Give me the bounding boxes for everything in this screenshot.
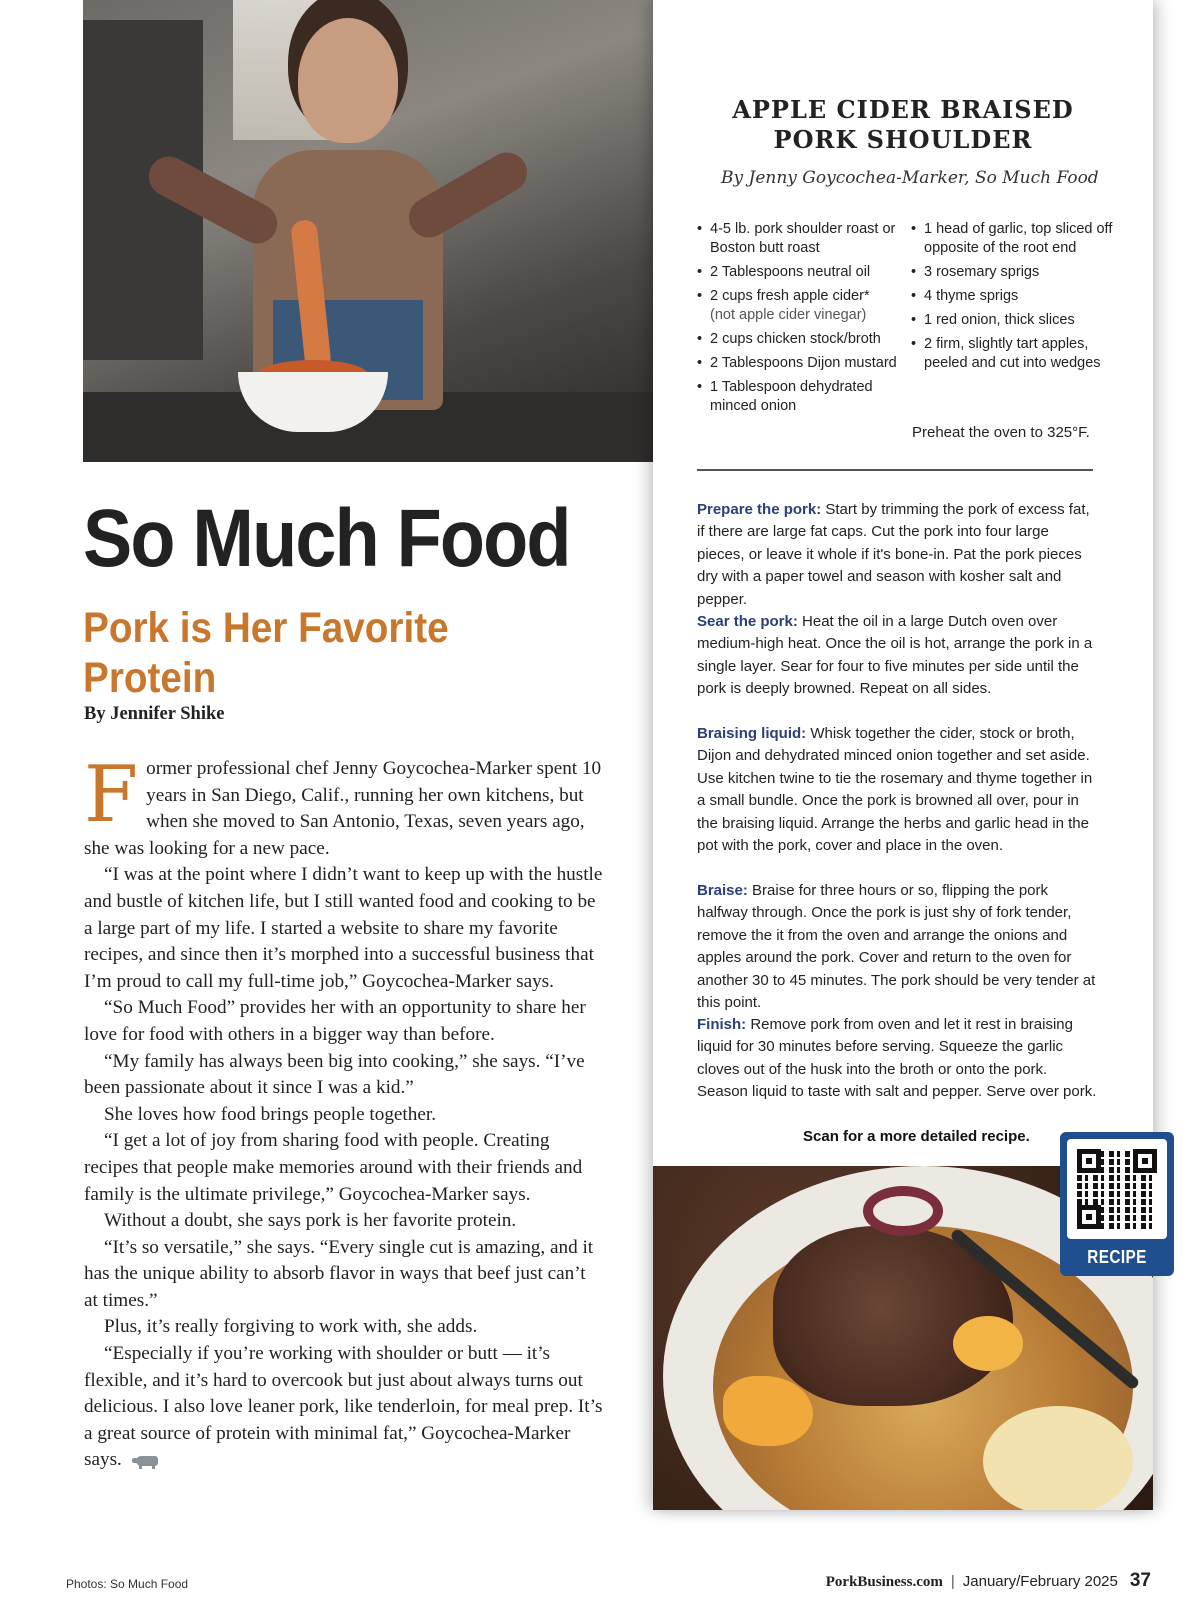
qr-finder-pattern: [1077, 1205, 1101, 1229]
recipe-title-line2: PORK SHOULDER: [773, 125, 1033, 154]
step-label: Prepare the pork:: [697, 501, 822, 518]
recipe-title: [653, 95, 1153, 155]
article-paragraph: [84, 862, 604, 995]
article-paragraph-text: “Especially if you’re working with shoulder or butt — it’s flexible, and it’s hard to overcook but just about always turns out delicious. I also love leaner pork, like tenderloin, for meal prep. It’s a great source of protein with minimal fat,” Goycochea-Marker says.: [84, 1343, 603, 1471]
step-braise: [697, 880, 1099, 1014]
step-braising-liquid: [697, 723, 1099, 857]
step-label: Finish:: [697, 1016, 747, 1033]
qr-finder-pattern: [1077, 1149, 1101, 1173]
footer-separator: |: [950, 1573, 955, 1590]
article-paragraph: [84, 1049, 604, 1102]
photo-apple: [953, 1316, 1023, 1371]
pig-icon: [132, 1454, 160, 1468]
hero-photo-chef: [83, 0, 653, 462]
article-paragraph-text: ormer professional chef Jenny Goycochea-Marker spent 10 years in San Diego, Calif., running her own kitchens, but when she moved to San Antonio, Texas, seven years ago, she was looking for a new pace.: [84, 758, 602, 859]
photo-onion: [863, 1186, 943, 1236]
step-label: Braise:: [697, 882, 748, 899]
scan-caption: Scan for a more detailed recipe.: [803, 1128, 1030, 1145]
step-text: Start by trimming the pork of excess fat, if there are large fat caps. Cut the pork into four large pieces, or leave it whole if it's bone-in. Pat the pork pieces dry with a paper towel and season with kosher salt and pepper.: [697, 501, 1090, 608]
article-paragraph-text: “It’s so versatile,” she says. “Every single cut is amazing, and it has the unique ability to absorb flavor in ways that beef just can’t at times.”: [84, 1236, 594, 1311]
ingredient-text: 4 thyme sprigs: [924, 288, 1019, 304]
ingredient-text: 1 Tablespoon dehydrated minced onion: [710, 379, 873, 414]
qr-code-badge[interactable]: [1060, 1132, 1174, 1276]
ingredient-item: [911, 335, 1116, 373]
recipe-title-line1: APPLE CIDER BRAISED: [732, 95, 1074, 124]
article-paragraph: [84, 1235, 604, 1315]
article-paragraph-text: “So Much Food” provides her with an opportunity to share her love for food with others in a bigger way than before.: [84, 997, 586, 1045]
ingredient-text: 2 cups fresh apple cider*: [710, 288, 870, 304]
article-paragraph: [84, 1341, 604, 1474]
ingredient-text: 2 firm, slightly tart apples, peeled and cut into wedges: [924, 336, 1101, 371]
ingredient-item: [697, 378, 909, 416]
photo-potato: [983, 1406, 1133, 1510]
qr-code-pattern: [1077, 1149, 1157, 1229]
ingredient-text: 2 cups chicken stock/broth: [710, 331, 881, 347]
ingredients-list-right: [911, 220, 1116, 378]
ingredient-text: 1 head of garlic, top sliced off opposite of the root end: [924, 221, 1113, 256]
ingredient-item: [911, 287, 1116, 306]
step-prepare-pork: [697, 499, 1099, 611]
ingredient-text: 4-5 lb. pork shoulder roast or Boston butt roast: [710, 221, 896, 256]
article-headline: So Much Food: [83, 493, 570, 584]
photo-person-head: [298, 18, 398, 143]
step-sear-pork: [697, 611, 1099, 701]
ingredient-text: 3 rosemary sprigs: [924, 264, 1040, 280]
step-finish: [697, 1014, 1099, 1104]
article-paragraph: [84, 1314, 604, 1341]
ingredient-item: [697, 287, 909, 325]
ingredient-item: [697, 354, 909, 373]
preheat-instruction: Preheat the oven to 325°F.: [912, 424, 1090, 441]
qr-finder-pattern: [1133, 1149, 1157, 1173]
ingredient-item: [911, 263, 1116, 282]
ingredient-text: 2 Tablespoons neutral oil: [710, 264, 871, 280]
recipe-panel: [653, 0, 1153, 1510]
article-paragraph-text: “I get a lot of joy from sharing food with people. Creating recipes that people make memories around with their friends and family is the ultimate privilege,” Goycochea-Marker says.: [84, 1130, 583, 1205]
article-paragraph: [84, 1102, 604, 1129]
ingredient-item: [911, 311, 1116, 330]
page-footer: [826, 1570, 1151, 1592]
footer-issue-date: January/February 2025: [962, 1573, 1118, 1590]
step-text: Heat the oil in a large Dutch oven over medium-high heat. Once the oil is hot, arrange the pork in a single layer. Sear for four to five minutes per side until the pork is deeply browned. Repeat on all sides.: [697, 613, 1093, 698]
step-text: Remove pork from oven and let it rest in braising liquid for 30 minutes before serving. Squeeze the garlic cloves out of the husk into the broth or onto the pork. Season liquid to taste with salt and pepper. Serve over pork.: [697, 1016, 1097, 1101]
ingredient-text: 1 red onion, thick slices: [924, 312, 1075, 328]
footer-site-link[interactable]: PorkBusiness.com: [825, 1574, 943, 1590]
step-label: Sear the pork:: [697, 613, 798, 630]
article-paragraph-text: “I was at the point where I didn’t want to keep up with the hustle and bustle of kitchen life, but I still wanted food and cooking to be a large part of my life. I started a website to share my favorite recipes, and since then it’s morphed into a successful business that I’m proud to call my full-time job,” Goycochea-Marker says.: [84, 864, 603, 992]
article-body: [84, 750, 604, 1474]
article-paragraph-text: Plus, it’s really forgiving to work with, she adds.: [104, 1316, 478, 1338]
article-byline: By Jennifer Shike: [84, 704, 225, 724]
ingredient-text: 2 Tablespoons Dijon mustard: [710, 355, 897, 371]
article-paragraphs: [84, 862, 604, 1474]
step-text: Braise for three hours or so, flipping the pork halfway through. Once the pork is just shy of fork tender, remove the it from the oven and arrange the onions and apples around the pork. Cover and return to the oven for another 30 to 45 minutes. The pork should be very tender at this point.: [697, 882, 1096, 1012]
qr-code-icon[interactable]: [1067, 1139, 1167, 1239]
drop-cap: F: [84, 750, 139, 840]
article-paragraph-text: “My family has always been big into cooking,” she says. “I’ve been passionate about it since I was a kid.”: [84, 1050, 585, 1099]
step-text: Whisk together the cider, stock or broth, Dijon and dehydrated minced onion together and set aside. Use kitchen twine to tie the rosemary and thyme together in a small bundle. Once the pork is browned all over, pour in the braising liquid. Arrange the herbs and garlic head in the pot with the pork, cover and place in the oven.: [697, 725, 1093, 855]
page-number: 37: [1129, 1570, 1151, 1591]
article-paragraph: [84, 995, 604, 1048]
recipe-divider: [697, 469, 1093, 471]
photo-credit: Photos: So Much Food: [66, 1577, 189, 1591]
article-paragraph: [84, 750, 604, 862]
step-label: Braising liquid:: [697, 725, 807, 742]
ingredient-note: (not apple cider vinegar): [710, 307, 867, 323]
ingredient-item: [697, 220, 909, 258]
ingredient-item: [697, 330, 909, 349]
ingredients-list-left: [697, 220, 909, 421]
ingredient-item: [911, 220, 1116, 258]
article-paragraph: [84, 1208, 604, 1235]
ingredient-item: [697, 263, 909, 282]
article-paragraph-text: She loves how food brings people together.: [104, 1103, 436, 1125]
article-paragraph: [84, 1128, 604, 1208]
recipe-byline: By Jenny Goycochea-Marker, So Much Food: [721, 168, 1099, 188]
qr-label: RECIPE: [1087, 1247, 1147, 1267]
article-paragraph-text: Without a doubt, she says pork is her favorite protein.: [104, 1210, 517, 1232]
article-subhead: Pork is Her Favorite Protein: [83, 604, 449, 702]
